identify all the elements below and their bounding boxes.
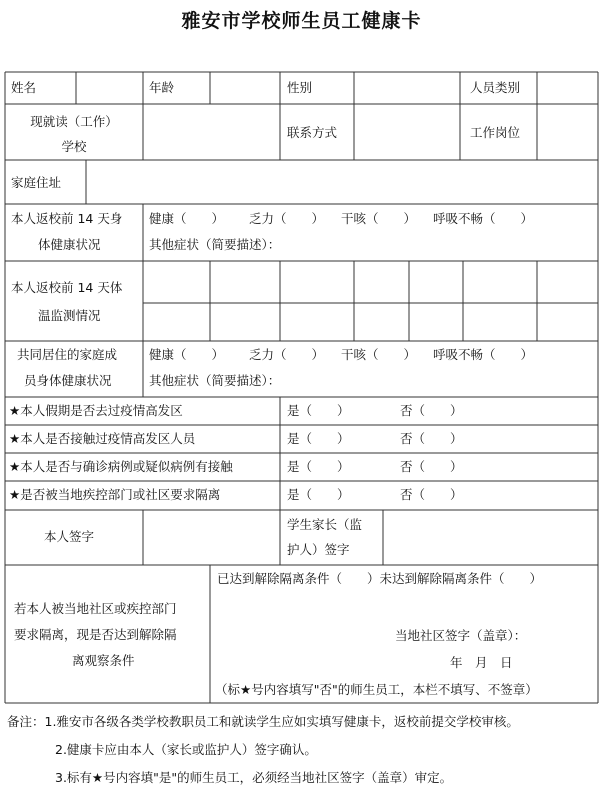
- question-no: 否（ ）: [400, 403, 463, 418]
- family-symptom-health: 健康（ ）: [149, 347, 225, 362]
- family-symptom-cough: 干咳（ ）: [341, 347, 417, 362]
- sign-date: 年 月 日: [450, 655, 513, 670]
- label-sign-guardian-line2: 护人）签字: [287, 542, 350, 557]
- label-family-line1: 共同居住的家庭成: [17, 347, 118, 362]
- question-text: ★本人假期是否去过疫情高发区: [9, 403, 183, 418]
- question-text: ★本人是否与确诊病例或疑似病例有接触: [9, 459, 233, 474]
- label-self-health-line1: 本人返校前 14 天身: [11, 211, 123, 226]
- question-yes: 是（ ）: [287, 459, 350, 474]
- question-text: ★是否被当地疾控部门或社区要求隔离: [9, 487, 221, 502]
- label-name: 姓名: [11, 80, 37, 95]
- family-symptom-breath: 呼吸不畅（ ）: [433, 347, 534, 362]
- symptom-health: 健康（ ）: [149, 211, 225, 226]
- question-no: 否（ ）: [400, 487, 463, 502]
- quarantine-footnote: （标★号内容填写"否"的师生员工，本栏不填写、不签章）: [215, 682, 538, 697]
- label-gender: 性别: [287, 80, 313, 95]
- question-yes: 是（ ）: [287, 431, 350, 446]
- label-temp-line2: 温监测情况: [38, 308, 101, 323]
- quarantine-conditions: 已达到解除隔离条件（ ）未达到解除隔离条件（ ）: [217, 571, 543, 586]
- question-yes: 是（ ）: [287, 403, 350, 418]
- page-title: 雅安市学校师生员工健康卡: [181, 10, 422, 32]
- symptom-fatigue: 乏力（ ）: [249, 211, 325, 226]
- note-2: 2.健康卡应由本人（家长或监护人）签字确认。: [55, 742, 317, 757]
- label-sign-self: 本人签字: [44, 529, 95, 544]
- label-school-line1: 现就读（工作）: [30, 114, 118, 129]
- question-yes: 是（ ）: [287, 487, 350, 502]
- note-1: 备注：1.雅安市各级各类学校教职员工和就读学生应如实填写健康卡，返校前提交学校审核。: [7, 714, 519, 729]
- label-temp-line1: 本人返校前 14 天体: [11, 280, 123, 295]
- label-quarantine-line1: 若本人被当地社区或疾控部门: [14, 601, 177, 616]
- symptom-breath: 呼吸不畅（ ）: [433, 211, 534, 226]
- label-self-health-line2: 体健康状况: [38, 237, 101, 252]
- label-age: 年龄: [149, 80, 175, 95]
- symptom-cough: 干咳（ ）: [341, 211, 417, 226]
- label-address: 家庭住址: [11, 175, 62, 190]
- note-3: 3.标有★号内容填"是"的师生员工，必须经当地社区签字（盖章）审定。: [55, 770, 453, 785]
- label-quarantine-line2: 要求隔离，现是否达到解除隔: [14, 627, 177, 642]
- symptom-other: 其他症状（简要描述）：: [149, 237, 281, 252]
- label-job: 工作岗位: [470, 125, 521, 140]
- family-symptom-fatigue: 乏力（ ）: [249, 347, 325, 362]
- question-no: 否（ ）: [400, 431, 463, 446]
- family-symptom-other: 其他症状（简要描述）：: [149, 373, 281, 388]
- question-text: ★本人是否接触过疫情高发区人员: [9, 431, 196, 446]
- label-contact: 联系方式: [287, 125, 338, 140]
- label-sign-guardian-line1: 学生家长（监: [287, 517, 363, 532]
- question-no: 否（ ）: [400, 459, 463, 474]
- label-school-line2: 学校: [61, 139, 87, 154]
- label-quarantine-line3: 离观察条件: [72, 653, 135, 668]
- label-family-line2: 员身体健康状况: [24, 373, 112, 388]
- label-category: 人员类别: [470, 80, 521, 95]
- community-sign-label: 当地社区签字（盖章）：: [395, 628, 527, 643]
